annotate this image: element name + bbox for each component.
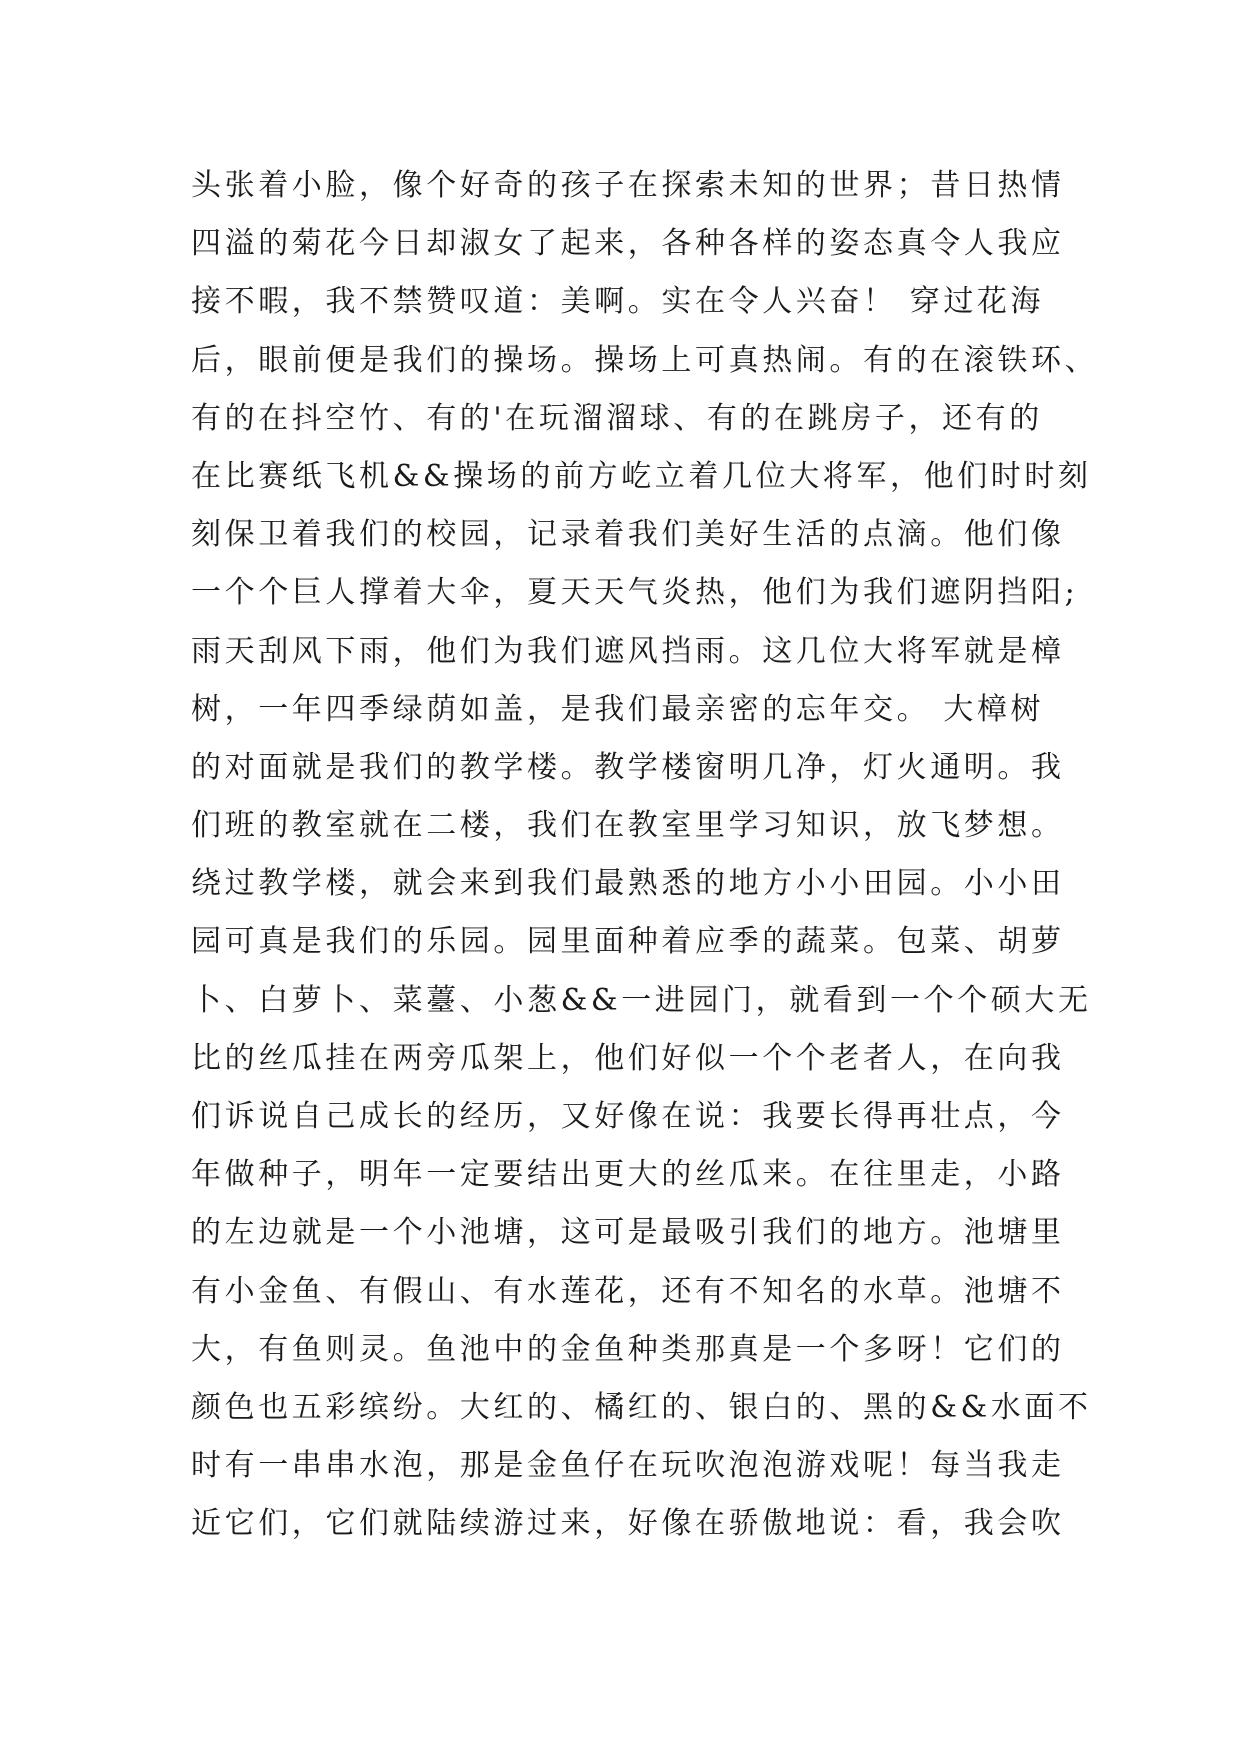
text-line: 头张着小脸，像个好奇的孩子在探索未知的世界；昔日热情: [191, 168, 1065, 203]
text-line: 的左边就是一个小池塘，这可是最吸引我们的地方。池塘里: [191, 1215, 1065, 1251]
text-line: 近它们，它们就陆续游过来，好像在骄傲地说：看，我会吹: [191, 1506, 1065, 1542]
text-line: 年做种子，明年一定要结出更大的丝瓜来。在往里走，小路: [191, 1157, 1065, 1193]
text-line: 卜、白萝卜、菜薹、小葱&&一进园门，就看到一个个硕大无: [191, 982, 1092, 1018]
text-line: 比的丝瓜挂在两旁瓜架上，他们好似一个个老者人，在向我: [191, 1040, 1065, 1076]
body-text: [191, 157, 1099, 1554]
text-line: 四溢的菊花今日却淑女了起来，各种各样的姿态真令人我应: [191, 226, 1065, 262]
text-line: 园可真是我们的乐园。园里面种着应季的蔬菜。包菜、胡萝: [191, 924, 1065, 960]
text-line: 在比赛纸飞机&&操场的前方屹立着几位大将军，他们时时刻: [191, 458, 1092, 494]
text-line: 有小金鱼、有假山、有水莲花，还有不知名的水草。池塘不: [191, 1273, 1065, 1309]
text-line: 大，有鱼则灵。鱼池中的金鱼种类那真是一个多呀！它们的: [191, 1331, 1065, 1367]
text-line: 颜色也五彩缤纷。大红的、橘红的、银白的、黑的&&水面不: [191, 1389, 1092, 1425]
text-line: 的对面就是我们的教学楼。教学楼窗明几净，灯火通明。我: [191, 749, 1065, 785]
text-line: 时有一串串水泡，那是金鱼仔在玩吹泡泡游戏呢！每当我走: [191, 1448, 1065, 1484]
text-line: 们班的教室就在二楼，我们在教室里学习知识，放飞梦想。: [191, 808, 1065, 844]
text-line: 们诉说自己成长的经历，又好像在说：我要长得再壮点，今: [191, 1099, 1065, 1134]
text-line: 雨天刮风下雨，他们为我们遮风挡雨。这几位大将军就是樟: [191, 633, 1065, 669]
text-line: 后，眼前便是我们的操场。操场上可真热闹。有的在滚铁环、: [191, 342, 1099, 378]
text-line: 刻保卫着我们的校园，记录着我们美好生活的点滴。他们像: [191, 517, 1065, 553]
text-line: 接不暇，我不禁赞叹道：美啊。实在令人兴奋！ 穿过花海: [191, 284, 1045, 320]
text-line: 有的在抖空竹、有的'在玩溜溜球、有的在跳房子，还有的: [191, 400, 1043, 436]
text-line: 树，一年四季绿荫如盖，是我们最亲密的忘年交。 大樟树: [191, 691, 1045, 727]
text-line: 绕过教学楼，就会来到我们最熟悉的地方小小田园。小小田: [191, 866, 1065, 902]
text-line: 一个个巨人撑着大伞，夏天天气炎热，他们为我们遮阴挡阳;: [191, 575, 1079, 611]
